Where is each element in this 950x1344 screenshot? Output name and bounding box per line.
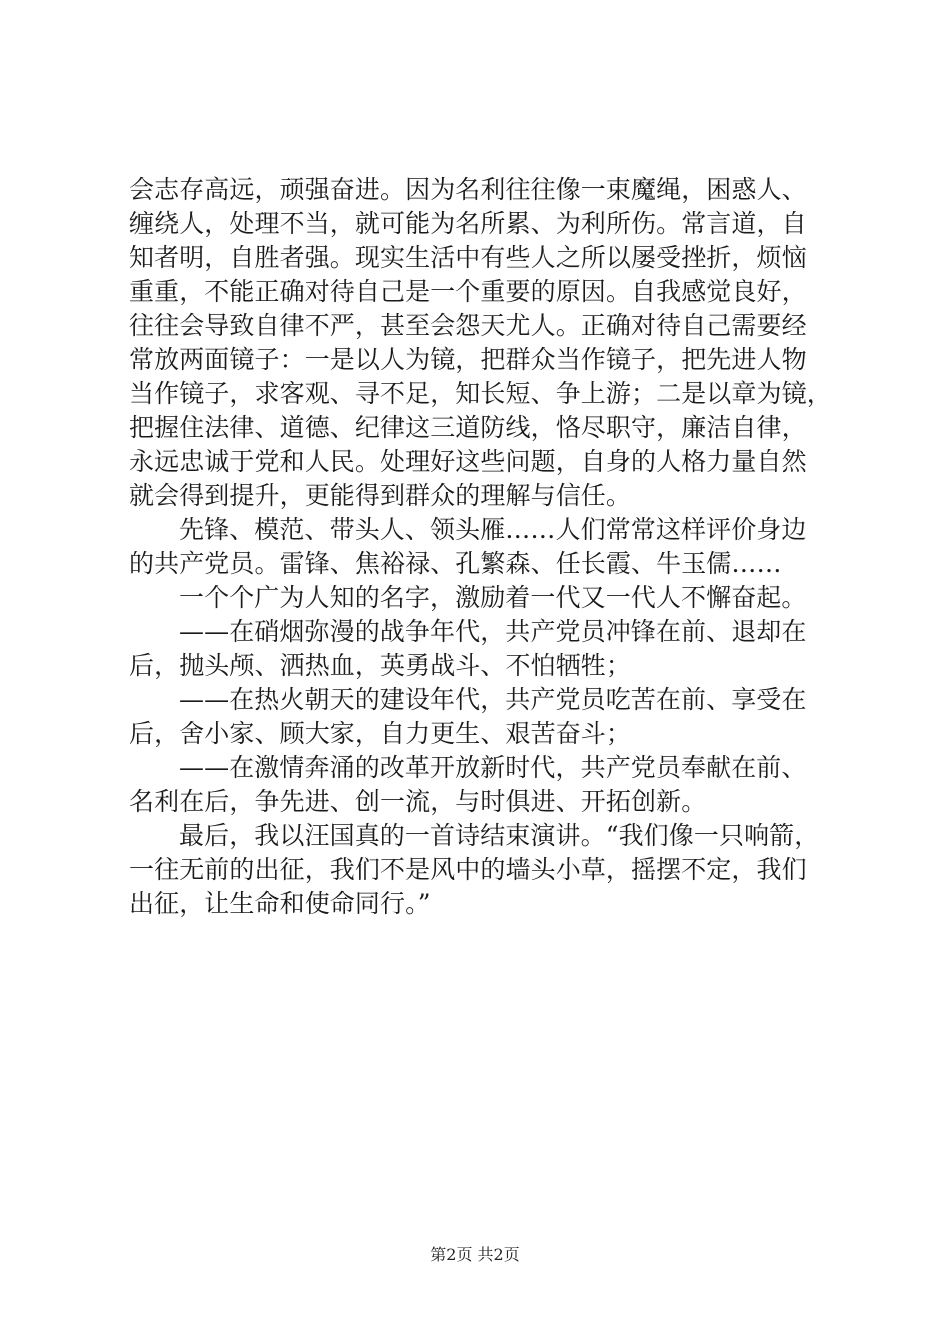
text-line: 知者明，自胜者强。现实生活中有些人之所以屡受挫折，烦恼 [129,243,807,272]
text-line: 出征，让生命和使命同行。” [129,889,431,918]
page-number-footer: 第2页 共2页 [430,1245,520,1264]
text-line: ——在激情奔涌的改革开放新时代，共产党员奉献在前、 [179,753,807,782]
text-line: 常放两面镜子：一是以人为镜，把群众当作镜子，把先进人物 [129,345,807,374]
text-line: 先锋、模范、带头人、领头雁……人们常常这样评价身边 [179,515,807,544]
text-line: ——在硝烟弥漫的战争年代，共产党员冲锋在前、退却在 [179,617,807,646]
text-line: 当作镜子，求客观、寻不足，知长短、争上游；二是以章为镜， [129,379,832,408]
text-line: 一个个广为人知的名字，激励着一代又一代人不懈奋起。 [179,583,807,612]
text-line: 重重，不能正确对待自己是一个重要的原因。自我感觉良好， [129,277,807,306]
text-line: 一往无前的出征，我们不是风中的墙头小草，摇摆不定，我们 [129,855,807,884]
text-line: 会志存高远，顽强奋进。因为名利往往像一束魔绳，困惑人、 [129,175,807,204]
text-line: 名利在后，争先进、创一流，与时俱进、开拓创新。 [129,787,707,816]
text-line: 后，抛头颅、洒热血，英勇战斗、不怕牺牲； [129,651,632,680]
text-line: ——在热火朝天的建设年代，共产党员吃苦在前、享受在 [179,685,807,714]
text-line: 最后，我以汪国真的一首诗结束演讲。“我们像一只响箭， [179,821,820,850]
text-line: 把握住法律、道德、纪律这三道防线，恪尽职守，廉洁自律， [129,413,807,442]
text-line: 永远忠诚于党和人民。处理好这些问题，自身的人格力量自然 [129,447,807,476]
text-line: 的共产党员。雷锋、焦裕禄、孔繁森、任长霞、牛玉儒…… [129,549,782,578]
text-line: 缠绕人，处理不当，就可能为名所累、为利所伤。常言道，自 [129,209,807,238]
text-line: 后，舍小家、顾大家，自力更生、艰苦奋斗； [129,719,632,748]
text-line: 往往会导致自律不严，甚至会怨天尤人。正确对待自己需要经 [129,311,807,340]
text-line: 就会得到提升，更能得到群众的理解与信任。 [129,481,632,510]
document-body [129,173,832,921]
